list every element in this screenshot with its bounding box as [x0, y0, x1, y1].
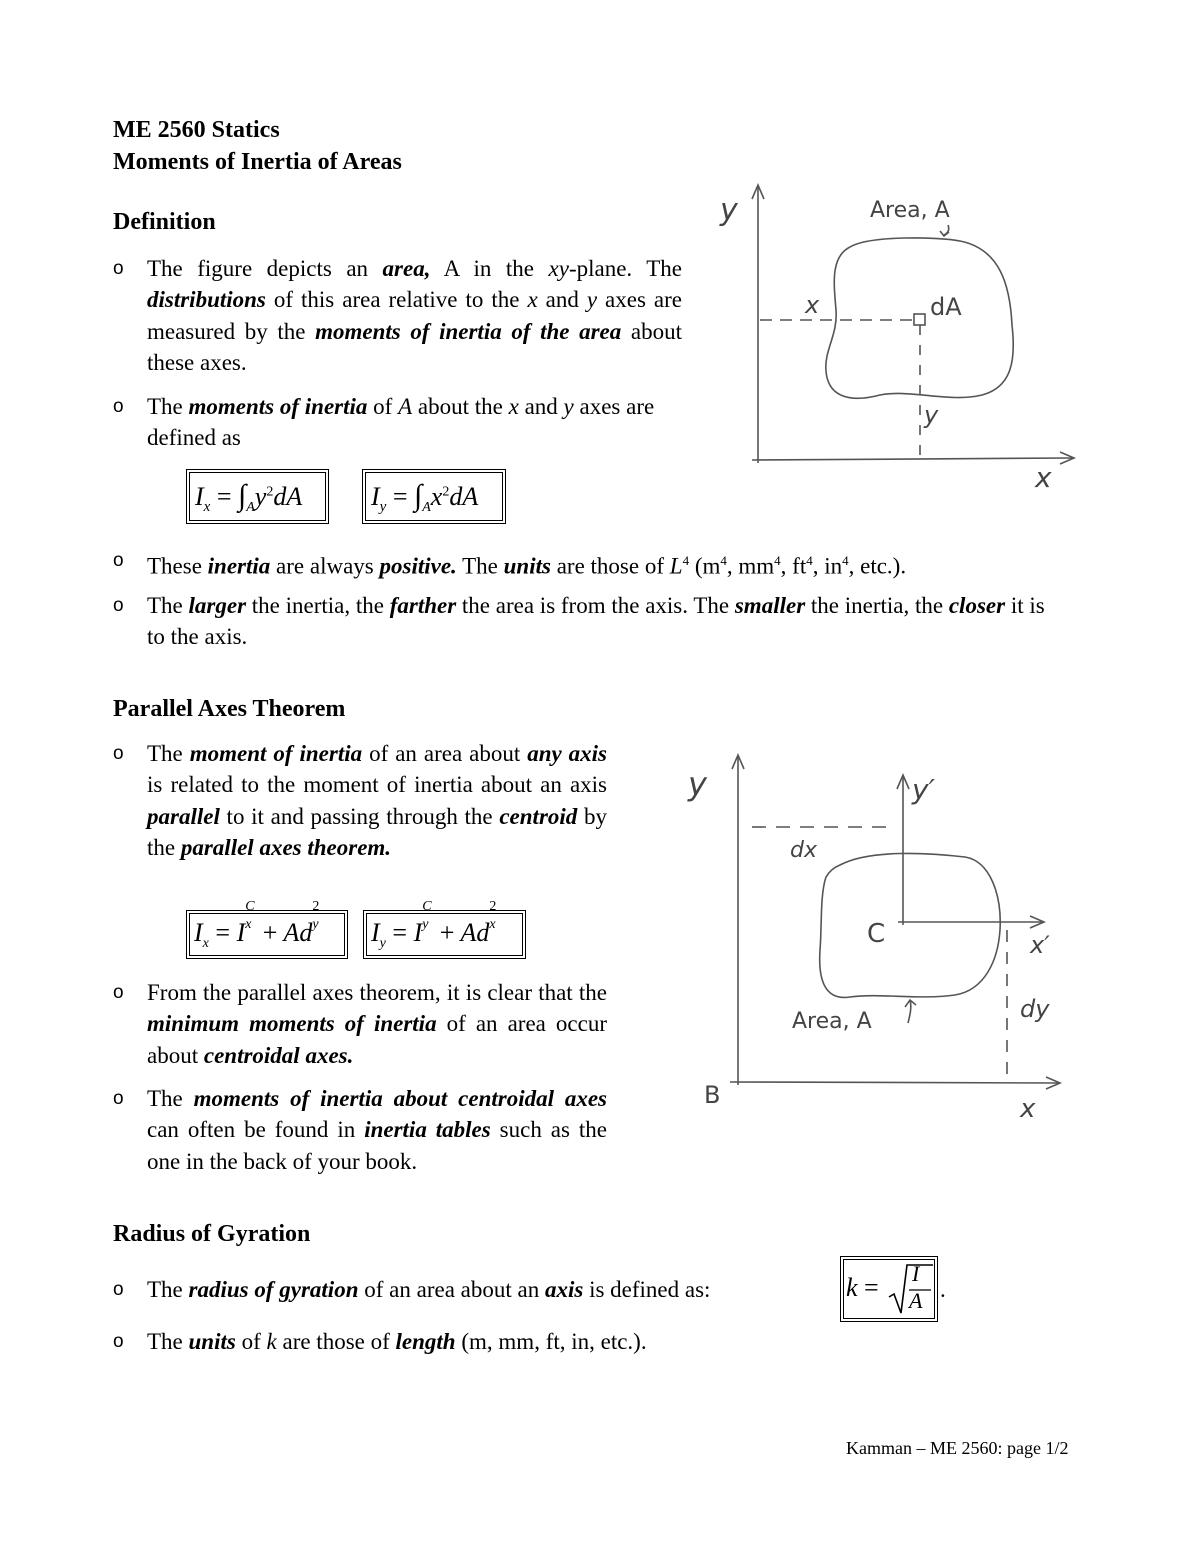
figure-x-label: x	[1020, 1094, 1036, 1124]
bullet-text: The larger the inertia, the farther the area is from the axis. The smaller the inertia, the closer it is to the axis.	[147, 593, 1045, 650]
figure-c-label: C	[867, 919, 886, 949]
element-da-square	[914, 314, 925, 325]
equation-radius-k: k =	[846, 1273, 879, 1302]
equation-box-ix	[186, 469, 329, 524]
figure-da-label: dA	[930, 293, 962, 321]
bullet-marker: o	[113, 982, 124, 1003]
parallel-axes-figure	[680, 745, 1080, 1125]
figure-y-dim-label: y	[924, 401, 939, 429]
course-title: ME 2560 Statics	[113, 117, 280, 143]
bullet-text: These inertia are always positive. The units are those of $L^4$ ($m^4$, $mm^4$, $ft^4$, $in^4$, etc.).	[147, 553, 907, 579]
figure-x-label: x	[1035, 461, 1052, 494]
figure-y-label: y	[720, 193, 738, 228]
x-axis-line	[730, 1082, 1060, 1083]
document-title	[113, 114, 402, 178]
bullet-text: The moments of inertia of A about the x and y axes are defined as	[147, 394, 655, 451]
parallel-axes-heading: Parallel Axes Theorem	[113, 696, 346, 722]
figure-x-prime-label: x′	[1030, 931, 1050, 959]
bullet-text: The radius of gyration of an area about an axis is defined as:	[147, 1277, 711, 1302]
bullet-text: From the parallel axes theorem, it is clear that the minimum moments of inertia of an area occur about centroidal axes.	[147, 980, 607, 1068]
equation-radius-numerator: I	[912, 1261, 920, 1286]
equation-parallel-iy: $I_y = I$ C y + Ad 2 x	[371, 899, 497, 952]
topic-title: Moments of Inertia of Areas	[113, 149, 402, 175]
sqrt-sign-icon	[887, 1261, 935, 1317]
figure-dy-label: dy	[1020, 995, 1050, 1023]
equation-trailing-period: .	[940, 1277, 946, 1302]
equation-box-parallel-iy	[363, 899, 526, 959]
radius-of-gyration-heading: Radius of Gyration	[113, 1221, 311, 1247]
bullet-marker: o	[113, 743, 124, 764]
figure-y-label: y	[688, 765, 707, 803]
area-label-arrow-icon	[940, 225, 949, 236]
equation-box-parallel-ix	[186, 899, 348, 959]
figure-area-label: Area, A	[792, 1009, 872, 1034]
equation-box-iy	[362, 469, 506, 524]
equation-iy: $I_y = \int_Ax^2dA$	[371, 479, 479, 516]
equation-radius-denominator: A	[909, 1288, 923, 1313]
bullet-text: The figure depicts an area, A in the xy-plane. The distributions of this area relative to the x and y axes are measured by the moments of inertia of the area about these axes.	[147, 256, 682, 375]
equation-parallel-ix: $I_x = I$ C x + Ad 2 y	[194, 899, 320, 952]
bullet-marker: o	[113, 550, 124, 571]
bullet-marker: o	[113, 1331, 124, 1352]
x-axis-line	[752, 458, 1072, 460]
area-label-arrow-icon	[905, 1000, 916, 1023]
figure-b-label: B	[704, 1081, 721, 1109]
bullet-text: The moment of inertia of an area about any axis is related to the moment of inertia about an axis parallel to it and passing through the centroid by the parallel axes theorem.	[147, 741, 608, 860]
page-footer: Kamman – ME 2560: page 1/2	[846, 1438, 1069, 1458]
bullet-marker: o	[113, 258, 124, 279]
definition-heading: Definition	[113, 209, 216, 235]
figure-y-prime-label: y′	[912, 773, 935, 806]
area-figure	[700, 175, 1090, 495]
bullet-marker: o	[113, 396, 124, 417]
area-outline	[820, 853, 1001, 997]
bullet-marker: o	[113, 1279, 124, 1300]
equation-ix: $I_x = \int_Ay^2dA$	[195, 479, 303, 516]
bullet-marker: o	[113, 1088, 124, 1109]
bullet-marker: o	[113, 595, 124, 616]
figure-dx-label: dx	[790, 838, 817, 863]
figure-x-dim-label: x	[805, 291, 820, 319]
equation-box-radius	[840, 1256, 938, 1322]
figure-area-label: Area, A	[870, 198, 950, 223]
bullet-text: The units of k are those of length (m, mm, ft, in, etc.).	[147, 1329, 647, 1354]
bullet-text: The moments of inertia about centroidal axes can often be found in inertia tables such as the one in the back of your book.	[147, 1086, 607, 1174]
